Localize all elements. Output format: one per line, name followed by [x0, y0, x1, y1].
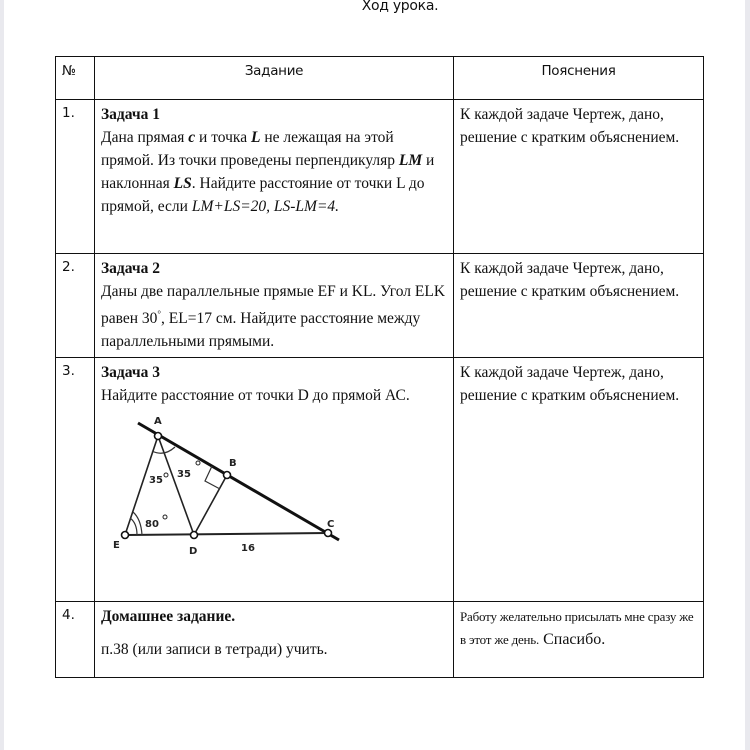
page-edge-left: [0, 0, 4, 750]
page-edge-right: [745, 0, 750, 750]
thanks-note: Спасибо.: [539, 631, 606, 648]
task-title: Задача 2: [101, 260, 161, 277]
degree-sign: °: [157, 309, 162, 319]
table-header-row: [56, 57, 704, 100]
segment-LS: LS: [173, 175, 192, 192]
label-D: D: [189, 546, 198, 557]
text-fragment: . Найдите расстояние от точки L до прямой, если: [101, 175, 425, 215]
triangle-figure: [109, 411, 359, 561]
point-L: L: [250, 129, 261, 146]
task-title: Задача 3: [101, 364, 161, 381]
header-notes: Пояснения: [454, 57, 704, 100]
header-task: Задание: [95, 57, 454, 100]
text-fragment: и точка: [195, 129, 251, 146]
header-number: №: [56, 57, 95, 100]
task-cell: [95, 100, 454, 254]
task-cell: [95, 358, 454, 602]
notes-cell: К каждой задаче Чертеж, дано, решение с кратким объяснением.: [454, 358, 704, 602]
label-C: C: [327, 519, 335, 530]
label-E: E: [113, 540, 120, 551]
angle-AED-label: 80: [145, 519, 159, 530]
angle-EAD-label: 35: [149, 475, 163, 486]
label-A: A: [154, 416, 162, 427]
text-fragment: Дана прямая: [101, 129, 189, 146]
task-cell: [95, 602, 454, 678]
line-c: c: [188, 129, 196, 146]
notes-cell: К каждой задаче Чертеж, дано, решение с кратким объяснением.: [454, 100, 704, 254]
homework-title: Домашнее задание.: [101, 608, 236, 625]
label-B: B: [229, 458, 237, 469]
homework-text: п.38 (или записи в тетради) учить.: [101, 641, 328, 658]
condition: LM+LS=20, LS-LM=4.: [191, 198, 340, 215]
angle-DAB-label: 35: [177, 469, 191, 480]
notes-cell: [454, 602, 704, 678]
row-number: 4.: [56, 602, 95, 678]
lesson-table: [55, 56, 704, 678]
table-row: [56, 602, 704, 678]
row-number: 1.: [56, 100, 95, 254]
document-title: Ход урока.: [361, 0, 439, 14]
geometry-diagram: [109, 411, 359, 561]
task-title: Задача 1: [101, 106, 161, 123]
text-fragment: не лежащая на этой прямой. Из точки проведены перпендикуляр: [101, 129, 399, 169]
row-number: 2.: [56, 254, 95, 358]
homework-note: Работу желательно присылать мне сразу же в этот же день.: [460, 609, 694, 647]
task-text: Найдите расстояние от точки D до прямой АС.: [101, 387, 410, 404]
table-row: [56, 100, 704, 254]
text-fragment: Даны две параллельные прямые EF и KL. Угол ELK равен 30: [101, 283, 446, 328]
task-text: [101, 283, 445, 350]
text-fragment: , EL=17 см. Найдите расстояние между параллельными прямыми.: [101, 310, 421, 351]
segment-DC-label: 16: [241, 543, 255, 554]
segment-LM: LM: [398, 152, 423, 169]
table-row: [56, 358, 704, 602]
row-number: 3.: [56, 358, 95, 602]
notes-cell: К каждой задаче Чертеж, дано, решение с кратким объяснением.: [454, 254, 704, 358]
task-text: [101, 129, 434, 215]
table-row: [56, 254, 704, 358]
text-fragment: и наклонная: [101, 152, 435, 192]
task-cell: [95, 254, 454, 358]
